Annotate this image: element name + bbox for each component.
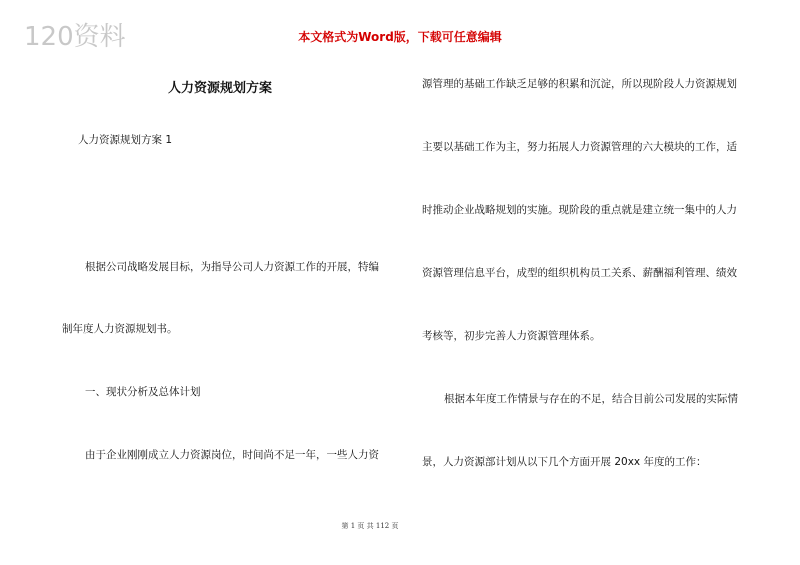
right-paragraph-line: 时推动企业战略规划的实施。现阶段的重点就是建立统一集中的人力: [422, 204, 737, 216]
left-paragraph-line: 由于企业刚刚成立人力资源岗位，时间尚不足一年，一些人力资: [85, 449, 379, 461]
document-title: 人力资源规划方案: [167, 81, 272, 96]
left-paragraph-line: 制年度人力资源规划书。: [62, 323, 178, 335]
right-paragraph-line: 景，人力资源部计划从以下几个方面开展 20xx 年度的工作：: [422, 456, 707, 468]
right-paragraph-line: 资源管理信息平台，成型的组织机构员工关系、薪酬福利管理、绩效: [422, 267, 737, 279]
subtitle-line: 人力资源规划方案 1: [78, 134, 173, 146]
left-paragraph-line: 根据公司战略发展目标，为指导公司人力资源工作的开展，特编: [85, 261, 379, 273]
right-paragraph-line: 主要以基础工作为主，努力拓展人力资源管理的六大模块的工作，适: [422, 141, 737, 153]
right-paragraph-line: 根据本年度工作情景与存在的不足，结合目前公司发展的实际情: [444, 393, 738, 405]
page-footer: 第 1 页 共 112 页: [341, 522, 399, 530]
section-heading: 一、现状分析及总体计划: [85, 386, 201, 398]
right-paragraph-line: 考核等，初步完善人力资源管理体系。: [422, 330, 601, 342]
watermark-logo: 120资料: [24, 22, 126, 52]
format-banner: 本文格式为Word版，下载可任意编辑: [298, 30, 502, 44]
right-paragraph-line: 源管理的基础工作缺乏足够的积累和沉淀，所以现阶段人力资源规划: [422, 78, 737, 90]
